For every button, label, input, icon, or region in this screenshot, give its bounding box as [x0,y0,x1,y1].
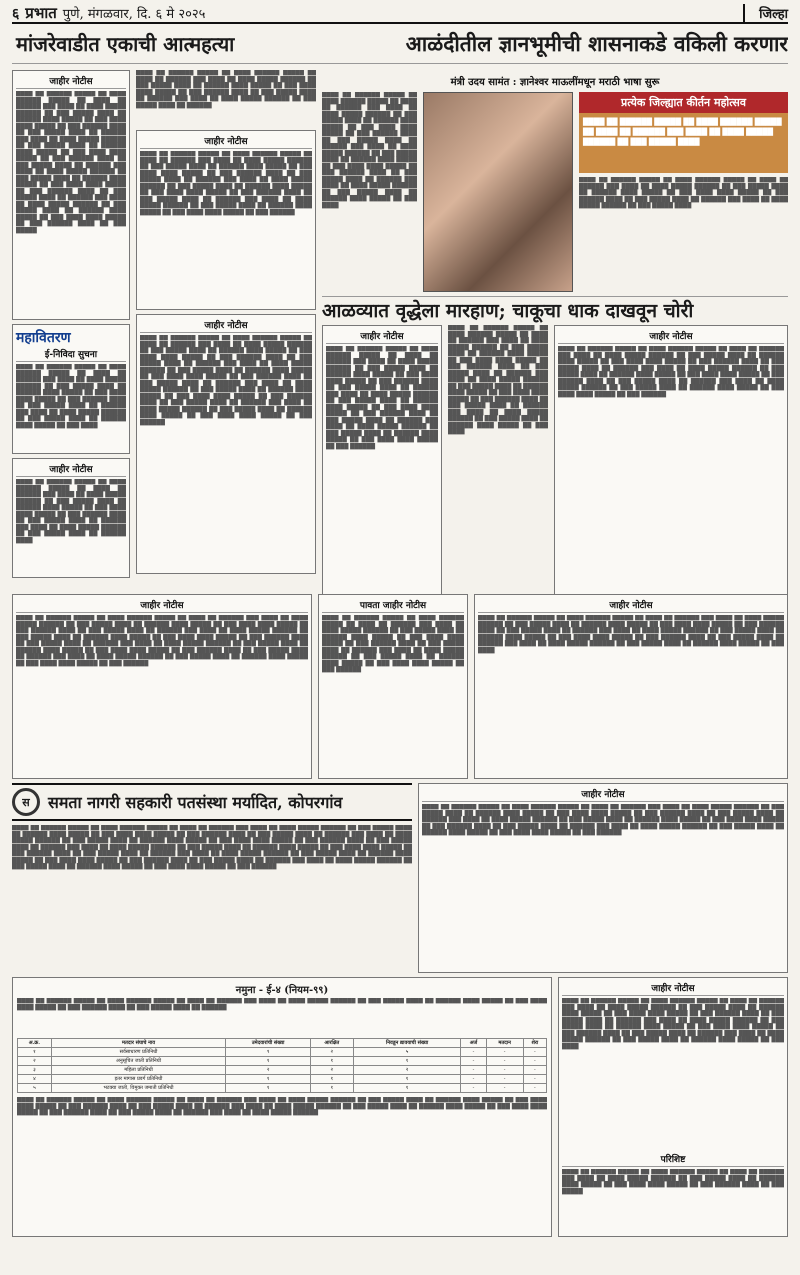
table-cell: १ [353,1084,461,1093]
table-header: निवडून द्यावयाची संख्या [353,1039,461,1048]
table-cell: - [461,1048,486,1057]
table-cell: - [523,1075,546,1084]
notice-body-3: ████ ██ ██████ █████ ██ ████ ██████ █████ ██ ████ ██ ██████ ███ ████ ██ ████ █████ ██████ ██ ███ █████ ████ ██ ██████ ████ █████ ██ ███ ████ ████ █████ ██ ███ ██████ ████ ██ ███ █████ ████ ██ ██████ ███ ████ ██ ████ █████ ██████ ██ ███ █████ ████ ██ ██████ ████ █████ ██ ███ ████ ████ █████ ██ ███ ██████ ████ ██ ███ █████ ████ ██ ██████ ███ ████ ██ ████ █████ ██████ ██ ███ █████ ████ ██ ██████ ████ █████ ██ ███ ████ ████ █████ ██ ███ ██████ [140,151,312,216]
public-notice-title-8: जाहीर नोटीस [478,598,784,613]
form-footer: ████ ██ ██████ █████ ██ ████ ██████ █████ ██ ████ ██ ██████ ███ ████ ██ ████ █████ ██████ ██ ███ █████ ████ ██ ██████ ████ █████ ██ ███ ████ ████ █████ ██ ███ ██████ ████ ██ ███ █████ ████ ██ ██████ ███ ████ ██ ████ █████ ██████ ██ ███ █████ ████ ██ ██████ ████ █████ ██ ███ ████ ████ █████ ██ ███ ██████ ████ ██ ███ █████ ████ ██ ██████ ███ ████ ██ ████ █████ ██████ [17,1097,547,1116]
schedule-title: परिशिष्ट [562,1152,784,1167]
festival-banner-text: ████ ██ ██████ █████ ██ ████ ██████ █████ ██ ████ ██ ██████ ███ ████ ██ ████ █████ ██████ ██ ███ █████ ████ [579,113,788,173]
table-cell: - [523,1066,546,1075]
public-notice-box-8 [474,594,788,779]
public-notice-title-10: जाहीर नोटीस [562,981,784,996]
table-cell: ४ [18,1075,52,1084]
column-news-left [136,70,316,590]
table-cell: सर्वसाधारण प्रतिनिधी [51,1048,226,1057]
table-cell: २ [311,1048,354,1057]
paper-name: प्रभात [25,4,57,22]
column-alandi-story [322,70,788,590]
notice-body-4: ████ ██ ██████ █████ ██ ████ ██████ █████ ██ ████ ██ ██████ ███ ████ ██ ████ █████ ██████ ██ ███ █████ ████ ██ ██████ ████ █████ ██ ███ ████ ████ █████ ██ ███ ██████ ████ ██ ███ █████ ████ ██ ██████ ███ ████ ██ ████ █████ ██████ ██ ███ █████ ████ ██ ██████ ████ █████ ██ ███ ████ ████ █████ ██ ███ ██████ ████ ██ ███ █████ ████ ██ ██████ ███ ████ ██ ████ █████ ██████ ██ ███ █████ ████ ██ ██████ ████ █████ ██ ███ ████ ████ █████ ██ ███ ██████ ████ ██ ███ █████ ████ ██ ██████ ███ ████ ██ ████ █████ ██████ ██ ███ █████ ████ ██ ██████ ████ █████ ██ ███ ████ ████ █████ ██ ███ ██████ [140,335,312,426]
paavti-body: ████ ██ ██████ █████ ██ ████ ██████ █████ ██ ████ ██ ██████ ███ ████ ██ ████ █████ ██████ ██ ███ █████ ████ ██ ██████ ████ █████ ██ ███ ████ ████ █████ ██ ███ ██████ ████ ██ ███ █████ ████ ██ ██████ ███ ████ ██ ████ █████ ██████ ██ ███ █████ ████ ██ ██████ ████ █████ ██ ███ ████ ████ █████ ██ ███ ██████ [322,615,464,673]
notice-body-8: ████ ██ ██████ █████ ██ ████ ██████ █████ ██ ████ ██ ██████ ███ ████ ██ ████ █████ ██████ ██ ███ █████ ████ ██ ██████ ████ █████ ██ ███ ████ ████ █████ ██ ███ ██████ ████ ██ ███ █████ ████ ██ ██████ ███ ████ ██ ████ █████ ██████ ██ ███ █████ ████ ██ ██████ ████ █████ ██ ███ ████ ████ █████ ██ ███ ██████ ████ ██ ███ █████ ████ ██ ██████ ███ ████ ██ ████ █████ ██████ ██ ███ █████ ████ ██ ██████ ████ █████ ██ ███ ████ [478,615,784,654]
public-notice-title-4: जाहीर नोटीस [140,318,312,333]
public-notice-box-5 [322,325,442,595]
paavti-notice-title: पावता जाहीर नोटीस [322,598,464,613]
public-notice-box-4 [136,314,316,574]
public-notice-title-6: जाहीर नोटीस [558,329,784,344]
samata-notice [12,783,412,973]
table-header: मतदार संघाचे नाव [51,1039,226,1048]
middle-section [12,594,788,779]
notice-body-6: ████ ██ ██████ █████ ██ ████ ██████ █████ ██ ████ ██ ██████ ███ ████ ██ ████ █████ ██████ ██ ███ █████ ████ ██ ██████ ████ █████ ██ ███ ████ ████ █████ ██ ███ ██████ ████ ██ ███ █████ ████ ██ ██████ ███ ████ ██ ████ █████ ██████ ██ ███ █████ ████ ██ ██████ ████ █████ ██ ███ ████ ████ █████ ██ ███ ██████ ████ ██ ███ █████ ████ ██ ██████ ███ ████ ██ ████ █████ ██████ ██ ███ █████ ████ ██ ██████ ████ █████ ██ ███ ████ ████ █████ ██ ███ ██████ [558,346,784,398]
column-notices-left [12,70,130,590]
form-intro: ████ ██ ██████ █████ ██ ████ ██████ █████ ██ ████ ██ ██████ ███ ████ ██ ████ █████ ██████ ██ ███ █████ ████ ██ ██████ ████ █████ ██ ███ ████ ████ █████ ██ ███ ██████ ████ ██ ███ █████ ████ ██ ██████ [17,998,547,1011]
table-cell: ९ [226,1048,311,1057]
form-title: नमुना - ई-४ (नियम-९९) [235,985,329,996]
masthead [12,0,788,24]
alava-story-text: ████ ██ ██████ █████ ██ ████ ██████ █████ ██ ████ ██ ██████ ███ ████ ██ ████ █████ ██████ ██ ███ █████ ████ ██ ██████ ████ █████ ██ ███ ████ ████ █████ ██ ███ ██████ ████ ██ ███ █████ ████ ██ ██████ ███ ████ ██ ████ █████ ██████ ██ ███ █████ ████ ██ ██████ ████ █████ ██ ███ ████ ████ █████ ██ ███ ██████ ████ ██ ███ █████ ████ ██ ██████ ███ ████ ██ ████ █████ ██████ ██ ███ █████ ████ ██ ██████ ████ █████ ██ ███ ████ [448,325,548,435]
public-notice-box-10 [558,977,788,1237]
section-label: जिल्हा [743,4,788,22]
table-cell: - [486,1066,523,1075]
samata-body: ████ ██ ██████ █████ ██ ████ ██████ █████ ██ ████ ██ ██████ ███ ████ ██ ████ █████ ██████ ██ ███ █████ ████ ██ ██████ ████ █████ ██ ███ ████ ████ █████ ██ ███ ██████ ████ ██ ███ █████ ████ ██ ██████ ███ ████ ██ ████ █████ ██████ ██ ███ █████ ████ ██ ██████ ████ █████ ██ ███ ████ ████ █████ ██ ███ ██████ ████ ██ ███ █████ ████ ██ ██████ ███ ████ ██ ████ █████ ██████ ██ ███ █████ ████ ██ ██████ ████ █████ ██ ███ ████ ████ █████ ██ ███ ██████ ████ ██ ███ █████ ████ ██ ██████ ███ ████ ██ ████ █████ ██████ ██ ███ █████ ████ ██ ██████ ████ █████ ██ ███ ████ ████ █████ ██ ███ ██████ ████ ██ ███ █████ ████ ██ ██████ ███ ████ ██ ████ █████ ██████ ██ ███ █████ ████ ██ ██████ ████ █████ ██ ███ ████ ████ █████ ██ ███ ██████ [12,825,412,870]
table-cell: - [523,1084,546,1093]
e-tender-body: ████ ██ ██████ █████ ██ ████ ██████ █████ ██ ████ ██ ██████ ███ ████ ██ ████ █████ ██████ ██ ███ █████ ████ ██ ██████ ████ █████ ██ ███ ████ ████ █████ ██ ███ ██████ ████ ██ ███ █████ ████ ██ ██████ ███ ████ ██ ████ █████ ██████ ██ ███ █████ ████ ██ ██████ ████ █████ ██ ███ ████ [16,364,126,429]
public-notice-title-5: जाहीर नोटीस [326,329,438,344]
article-manjarewadi: ████ ██ ██████ █████ ██ ████ ██████ █████ ██ ████ ██ ██████ ███ ████ ██ ████ █████ ██████ ██ ███ █████ ████ ██ ██████ ████ █████ ██ ███ ████ ████ █████ ██ ███ ██████ ████ ██ ███ █████ ████ ██ ██████ ███ ████ ██ ████ █████ ██████ ██ ███ █████ ████ ██ ██████ [136,70,316,109]
table-header-row [18,1039,547,1048]
table-header: अ.क्र. [18,1039,52,1048]
bottom-section [12,977,788,1237]
kirtan-banner [579,92,788,292]
mahavitaran-logo: महावितरण [16,330,71,346]
dateline: पुणे, मंगळवार, दि. ६ मे २०२५ [62,7,206,22]
notice-body-9: ████ ██ ██████ █████ ██ ████ ██████ █████ ██ ████ ██ ██████ ███ ████ ██ ████ █████ ██████ ██ ███ █████ ████ ██ ██████ ████ █████ ██ ███ ████ ████ █████ ██ ███ ██████ ████ ██ ███ █████ ████ ██ ██████ ███ ████ ██ ████ █████ ██████ ██ ███ █████ ████ ██ ██████ ████ █████ ██ ███ ████ ████ █████ ██ ███ ██████ ████ ██ ███ █████ ████ ██ ██████ ███ ████ ██ ████ █████ ██████ ██ ███ █████ ████ ██ ██████ ████ █████ ██ ███ ████ ████ █████ ██ ███ ██████ [422,804,784,836]
table-cell: २ [226,1066,311,1075]
table-header: आरक्षित [311,1039,354,1048]
notice-body-5: ████ ██ ██████ █████ ██ ████ ██████ █████ ██ ████ ██ ██████ ███ ████ ██ ████ █████ ██████ ██ ███ █████ ████ ██ ██████ ████ █████ ██ ███ ████ ████ █████ ██ ███ ██████ ████ ██ ███ █████ ████ ██ ██████ ███ ████ ██ ████ █████ ██████ ██ ███ █████ ████ ██ ██████ ████ █████ ██ ███ ████ ████ █████ ██ ███ ██████ ████ ██ ███ █████ ████ ██ ██████ ███ ████ ██ ████ █████ ██████ ██ ███ █████ ████ ██ ██████ ████ █████ ██ ███ ████ ████ █████ ██ ███ ██████ [326,346,438,450]
public-notice-box-7 [12,594,312,779]
table-cell: महिला प्रतिनिधी [51,1066,226,1075]
public-notice-title-7: जाहीर नोटीस [16,598,308,613]
table-cell: १ [311,1075,354,1084]
table-cell: - [486,1084,523,1093]
table-cell: १ [226,1057,311,1066]
election-table [17,1038,547,1093]
table-cell: १ [226,1075,311,1084]
table-cell: - [523,1057,546,1066]
table-cell: - [461,1066,486,1075]
page-number: ६ [12,6,20,22]
samata-logo: स [12,788,40,816]
alandi-text-col: ████ ██ ██████ █████ ██ ████ ██████ █████ ██ ████ ██ ██████ ███ ████ ██ ████ █████ ██████ ██ ███ █████ ████ ██ ██████ ████ █████ ██ ███ ████ ████ █████ ██ ███ ██████ ████ ██ ███ █████ ████ ██ ██████ ███ ████ ██ ████ █████ ██████ ██ ███ █████ ████ ██ ██████ ████ █████ ██ ███ ████ ████ █████ ██ ███ ██████ ████ ██ ███ █████ ████ ██ ██████ ███ ████ ██ ████ █████ ██████ ██ ███ █████ ████ ██ ██████ ████ █████ ██ ███ ████ [322,92,417,209]
public-notice-box [12,70,130,320]
e-tender-box [12,324,130,454]
table-cell: - [523,1048,546,1057]
public-notice-box-6 [554,325,788,595]
samata-section [12,783,788,973]
table-header: उमेदवारांची संख्या [226,1039,311,1048]
festival-banner-title: प्रत्येक जिल्ह्यात कीर्तन महोत्सव [579,92,788,113]
table-row [18,1057,547,1066]
samata-header [12,783,412,821]
alandi-story-body [322,92,788,292]
table-cell: ५ [18,1084,52,1093]
table-header: शेरा [523,1039,546,1048]
table-cell: १ [18,1048,52,1057]
paavti-notice-box [318,594,468,779]
table-cell: भटक्या जाती, विमुक्त जमाती प्रतिनिधी [51,1084,226,1093]
alandi-photo [423,92,573,292]
table-cell: २ [353,1066,461,1075]
table-cell: - [486,1075,523,1084]
samata-name: समता नागरी सहकारी पतसंस्था मर्यादित, कोपरगांव [48,793,343,812]
public-notice-title-3: जाहीर नोटीस [140,134,312,149]
schedule-body: ████ ██ ██████ █████ ██ ████ ██████ █████ ██ ████ ██ ██████ ███ ████ ██ ████ █████ ██████ ██ ███ █████ ████ ██ ██████ ████ █████ ██ ███ ████ ████ █████ ██ ███ ██████ ████ ██ ███ █████ [562,1169,784,1195]
headline-right-subtitle: मंत्री उदय सामंत : ज्ञानेश्वर माऊलींमधून मराठी भाषा सुरू [450,77,660,88]
public-notice-box-3 [136,130,316,310]
festival-text: ████ ██ ██████ █████ ██ ████ ██████ █████ ██ ████ ██ ██████ ███ ████ ██ ████ █████ ██████ ██ ███ █████ ████ ██ ██████ ████ █████ ██ ███ ████ ████ █████ ██ ███ ██████ ████ ██ ███ █████ ████ ██ ██████ ███ ████ ██ ████ █████ ██████ ██ ███ █████ ████ [579,177,788,209]
masthead-left [12,3,205,23]
table-cell: - [461,1075,486,1084]
notice-body: ████ ██ ██████ █████ ██ ████ ██████ █████ ██ ████ ██ ██████ ███ ████ ██ ████ █████ ██████ ██ ███ █████ ████ ██ ██████ ████ █████ ██ ███ ████ ████ █████ ██ ███ ██████ ████ ██ ███ █████ ████ ██ ██████ ███ ████ ██ ████ █████ ██████ ██ ███ █████ ████ ██ ██████ ████ █████ ██ ███ ████ ████ █████ ██ ███ ██████ ████ ██ ███ █████ ████ ██ ██████ ███ ████ ██ ████ █████ ██████ ██ ███ █████ ████ ██ ██████ ████ █████ ██ ███ ████ ████ █████ ██ ███ ██████ ████ ██ ███ █████ ████ ██ ██████ ███ ████ ██ ████ █████ ██████ ██ ███ █████ ████ ██ ██████ ████ █████ ██ ███ ████ ████ █████ ██ ███ ██████ ████ ██ ███ █████ [16,91,126,234]
table-cell: अनुसूचित जाती प्रतिनिधी [51,1057,226,1066]
table-cell: २ [18,1057,52,1066]
notice-body-10: ████ ██ ██████ █████ ██ ████ ██████ █████ ██ ████ ██ ██████ ███ ████ ██ ████ █████ ██████ ██ ███ █████ ████ ██ ██████ ████ █████ ██ ███ ████ ████ █████ ██ ███ ██████ ████ ██ ███ █████ ████ ██ ██████ ███ ████ ██ ████ █████ ██████ ██ ███ █████ ████ ██ ██████ ████ █████ ██ ███ ████ ████ █████ ██ ███ ██████ ████ ██ ███ █████ ████ ██ ██████ ███ ████ ██ ████ █████ ██████ ██ ███ █████ ████ ██ ██████ ████ █████ ██ ███ ████ [562,998,784,1050]
table-cell: १ [353,1075,461,1084]
table-cell: - [486,1057,523,1066]
table-row [18,1048,547,1057]
table-row [18,1075,547,1084]
public-notice-title-2: जाहीर नोटीस [16,462,126,477]
table-cell: १ [353,1057,461,1066]
headline-right: आळंदीतील ज्ञानभूमीची शासनाकडे वकिली करणार [405,31,788,56]
top-section [12,70,788,590]
public-notice-title-9: जाहीर नोटीस [422,787,784,802]
headline-left: मांजरेवाडीत एकाची आत्महत्या [16,32,235,56]
table-cell: ३ [18,1066,52,1075]
election-form [12,977,552,1237]
table-cell: ५ [353,1048,461,1057]
table-cell: १ [226,1084,311,1093]
table-cell: - [461,1084,486,1093]
notice-body-2: ████ ██ ██████ █████ ██ ████ ██████ █████ ██ ████ ██ ██████ ███ ████ ██ ████ █████ ██████ ██ ███ █████ ████ ██ ██████ ████ █████ ██ ███ ████ ████ █████ ██ ███ ██████ ████ ██ ███ █████ ████ ██ ██████ ███ ████ ██ ████ █████ ██████ ██ ███ █████ ████ ██ ██████ ████ [16,479,126,544]
table-header: मतदान [486,1039,523,1048]
public-notice-box-9 [418,783,788,973]
table-header: अर्ज [461,1039,486,1048]
table-cell: २ [311,1066,354,1075]
table-cell: १ [311,1084,354,1093]
table-row [18,1084,547,1093]
table-cell: इतर मागास प्रवर्ग प्रतिनिधी [51,1075,226,1084]
table-row [18,1066,547,1075]
notice-body-7: ████ ██ ██████ █████ ██ ████ ██████ █████ ██ ████ ██ ██████ ███ ████ ██ ████ █████ ██████ ██ ███ █████ ████ ██ ██████ ████ █████ ██ ███ ████ ████ █████ ██ ███ ██████ ████ ██ ███ █████ ████ ██ ██████ ███ ████ ██ ████ █████ ██████ ██ ███ █████ ████ ██ ██████ ████ █████ ██ ███ ████ ████ █████ ██ ███ ██████ ████ ██ ███ █████ ████ ██ ██████ ███ ████ ██ ████ █████ ██████ ██ ███ █████ ████ ██ ██████ ████ █████ ██ ███ ████ ████ █████ ██ ███ ██████ ████ ██ ███ █████ ████ ██ ██████ ███ ████ ██ ████ █████ ██████ ██ ███ █████ ████ ██ ██████ ████ █████ ██ ███ ████ ████ █████ ██ ███ ██████ [16,615,308,667]
second-headline: आळव्यात वृद्धेला मारहाण; चाकूचा धाक दाखवून चोरी [322,296,788,325]
alandi-lower [322,325,788,595]
table-cell: - [486,1048,523,1057]
table-cell: - [461,1057,486,1066]
public-notice-title: जाहीर नोटीस [16,74,126,89]
e-tender-title: ई-निविदा सुचना [16,347,126,362]
table-cell: १ [311,1057,354,1066]
public-notice-box-2 [12,458,130,578]
headline-row [12,24,788,64]
